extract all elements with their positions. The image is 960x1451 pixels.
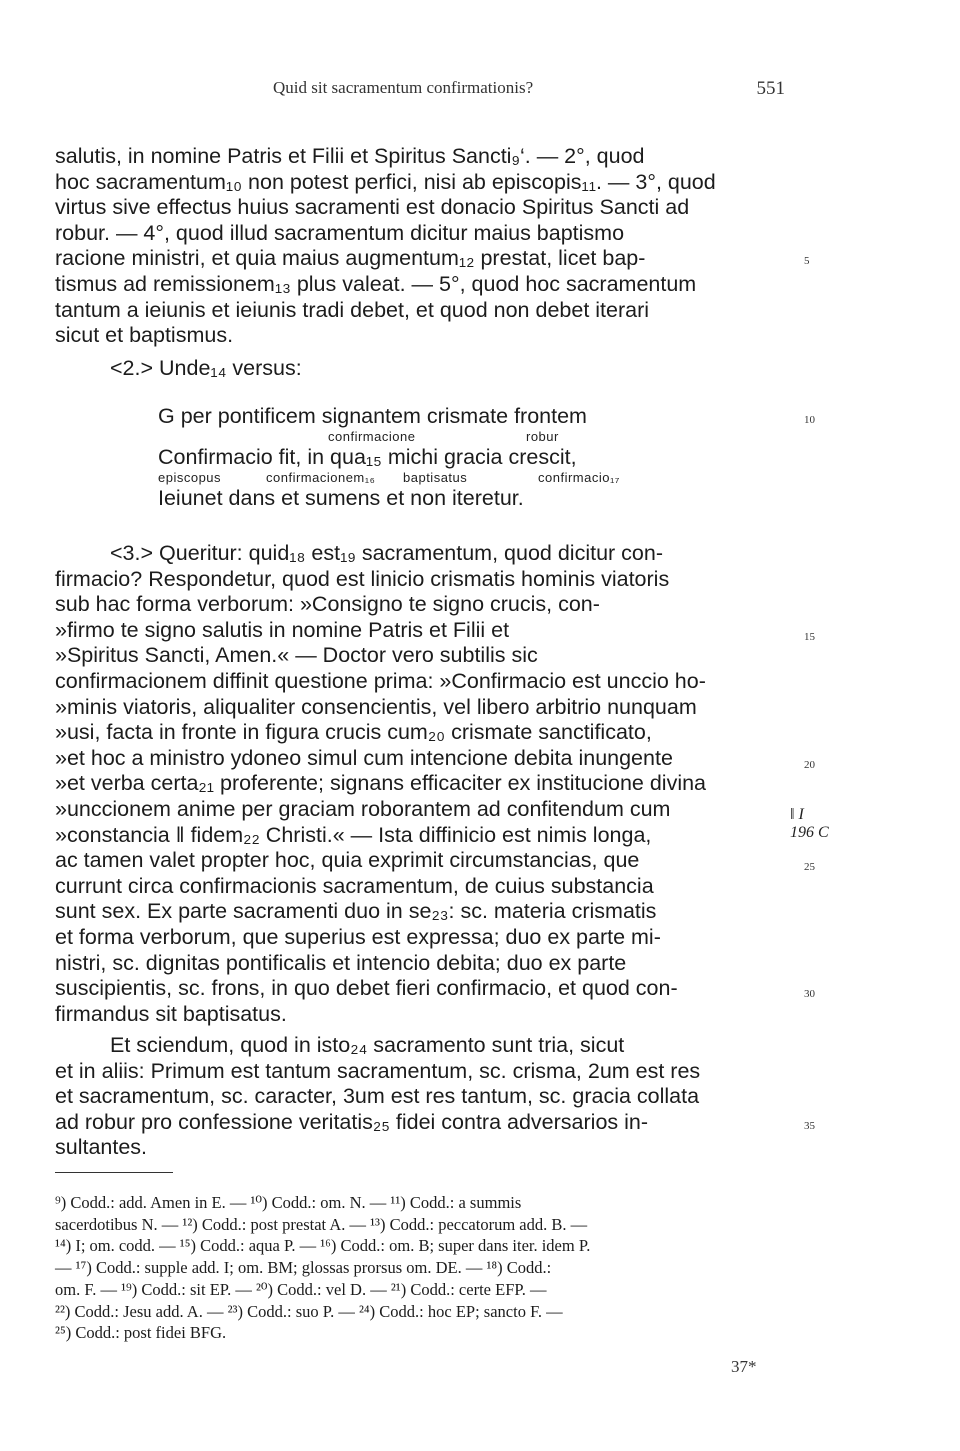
text-line: sunt sex. Ex parte sacramenti duo in se₂₃: sc. materia crismatis: [55, 899, 657, 924]
text-line: et in aliis: Primum est tantum sacramentum, sc. crisma, 2um est res: [55, 1058, 701, 1083]
gloss-word: confirmacionem₁₆: [266, 470, 376, 485]
footnote-line: — ¹⁷) Codd.: supple add. I; om. BM; glossas prorsus om. DE. — ¹⁸) Codd.:: [55, 1258, 552, 1278]
text-line: virtus sive effectus huius sacramenti est donacio Spiritus Sancti ad: [55, 195, 690, 220]
text-line: sicut et baptismus.: [55, 323, 234, 348]
gloss-word: episcopus: [158, 470, 222, 485]
footnote-line: om. F. — ¹⁹) Codd.: sit EP. — ²⁰) Codd.: vel D. — ²¹) Codd.: certe EFP. —: [55, 1279, 547, 1299]
text-line: <3.> Queritur: quid₁₈ est₁₉ sacramentum, quod dicitur con-: [110, 541, 663, 565]
gloss-word: baptisatus: [403, 470, 468, 485]
text-line: firmandus sit baptisatus.: [55, 1001, 287, 1026]
text-line: »constancia ‖ fidem₂₂ Christi.« — Ista diffinicio est nimis longa,: [55, 822, 652, 847]
margin-line-number: 35: [804, 1120, 815, 1132]
text-line: ac tamen valet propter hoc, quia exprimit circumstancias, que: [55, 848, 640, 873]
text-line: suscipientis, sc. frons, in quo debet fieri confirmacio, et quod con-: [55, 976, 678, 1001]
footnote-separator: [55, 1172, 173, 1173]
versus-intro: <2.> Unde₁₄ versus:: [110, 356, 302, 380]
poem-line-1: G per pontificem signantem crismate frontem: [158, 404, 587, 428]
margin-line-number: 30: [804, 988, 815, 1000]
gloss-line-2: [158, 470, 758, 486]
text-line: robur. — 4°, quod illud sacramentum dicitur maius baptismo: [55, 220, 625, 245]
margin-line-number: 5: [804, 255, 810, 267]
text-line: et forma verborum, que superius est expressa; duo ex parte mi-: [55, 924, 661, 949]
text-line: firmacio? Respondetur, quod est linicio crismatis hominis viatoris: [55, 566, 670, 591]
text-line: currunt circa confirmacionis sacramentum, de cuius substancia: [55, 873, 654, 898]
manuscript-siglum: ‖ I: [790, 806, 804, 823]
page-header: [55, 78, 785, 108]
paragraph-3: [55, 541, 785, 1027]
text-line: tismus ad remissionem₁₃ plus valeat. — 5°, quod hoc sacramentum: [55, 271, 697, 296]
text-line: ad robur pro confessione veritatis₂₅ fidei contra adversarios in-: [55, 1109, 649, 1134]
gloss-word: robur: [526, 429, 559, 444]
manuscript-folio: 196 C: [790, 824, 829, 841]
text-line: salutis, in nomine Patris et Filii et Spiritus Sancti₉‘. — 2°, quod: [55, 144, 645, 168]
poem-line-3: Ieiunet dans et sumens et non iteretur.: [158, 486, 524, 510]
margin-line-number: 20: [804, 759, 815, 771]
gloss-word: confirmacio₁₇: [538, 470, 620, 485]
manuscript-reference: [790, 806, 829, 842]
text-line: et sacramentum, sc. caracter, 3um est res tantum, sc. gracia collata: [55, 1084, 700, 1109]
footnote-line: ²²) Codd.: Jesu add. A. — ²³) Codd.: suo P. — ²⁴) Codd.: hoc EP; sancto F. —: [55, 1301, 563, 1321]
text-line: racione ministri, et quia maius augmentum₁₂ prestat, licet bap-: [55, 246, 646, 271]
footnote-line: sacerdotibus N. — ¹²) Codd.: post prestat A. — ¹³) Codd.: peccatorum add. B. —: [55, 1214, 588, 1234]
footnotes: [55, 1192, 785, 1344]
footnote-line: ⁹) Codd.: add. Amen in E. — ¹⁰) Codd.: om. N. — ¹¹) Codd.: a summis: [55, 1193, 522, 1212]
text-line: »Spiritus Sancti, Amen.« — Doctor vero subtilis sic: [55, 643, 538, 668]
margin-line-number: 25: [804, 861, 815, 873]
page-number: 551: [756, 78, 785, 99]
text-line: »et hoc a ministro ydoneo simul cum intencione debita inungente: [55, 745, 673, 770]
text-line: Et sciendum, quod in isto₂₄ sacramento sunt tria, sicut: [110, 1033, 625, 1057]
text-line: sultantes.: [55, 1135, 148, 1160]
text-line: sub hac forma verborum: »Consigno te signo crucis, con-: [55, 592, 600, 617]
text-line: »et verba certa₂₁ proferente; signans efficaciter ex institucione divina: [55, 771, 707, 796]
text-line: hoc sacramentum₁₀ non potest perfici, nisi ab episcopis₁₁. — 3°, quod: [55, 169, 716, 194]
text-line: »unccionem anime per graciam roborantem ad confitendum cum: [55, 796, 671, 821]
text-line: »usi, facta in fronte in figura crucis cum₂₀ crismate sanctificato,: [55, 720, 652, 745]
text-line: nistri, sc. dignitas pontificalis et intencio debita; duo ex parte: [55, 950, 627, 975]
text-line: tantum a ieiunis et ieiunis tradi debet, et quod non debet iterari: [55, 297, 650, 322]
text-line: »minis viatoris, aliqualiter consencientis, vel libero arbitrio nunquam: [55, 694, 697, 719]
gloss-line-1: [158, 429, 758, 445]
margin-line-number: 10: [804, 414, 815, 426]
versus-intro-block: [55, 356, 785, 382]
footnote-line: ²⁵) Codd.: post fidei BFG.: [55, 1323, 227, 1343]
text-line: confirmacionem diffinit questione prima: »Confirmacio est unccio ho-: [55, 668, 706, 693]
gloss-word: confirmacione: [328, 429, 416, 444]
paragraph-4: [55, 1033, 785, 1161]
footnote-line: ¹⁴) I; om. codd. — ¹⁵) Codd.: aqua P. — ¹⁶) Codd.: om. B; super dans iter. idem P.: [55, 1236, 591, 1256]
poem-line-2: Confirmacio fit, in qua₁₅ michi gracia crescit,: [158, 445, 577, 469]
text-line: »firmo te signo salutis in nomine Patris et Filii et: [55, 617, 510, 642]
margin-line-number: 15: [804, 631, 815, 643]
running-title: Quid sit sacramentum confirmationis?: [273, 78, 534, 97]
paragraph-1: [55, 144, 785, 349]
poem: [158, 404, 758, 511]
printer-signature: 37*: [731, 1357, 757, 1376]
